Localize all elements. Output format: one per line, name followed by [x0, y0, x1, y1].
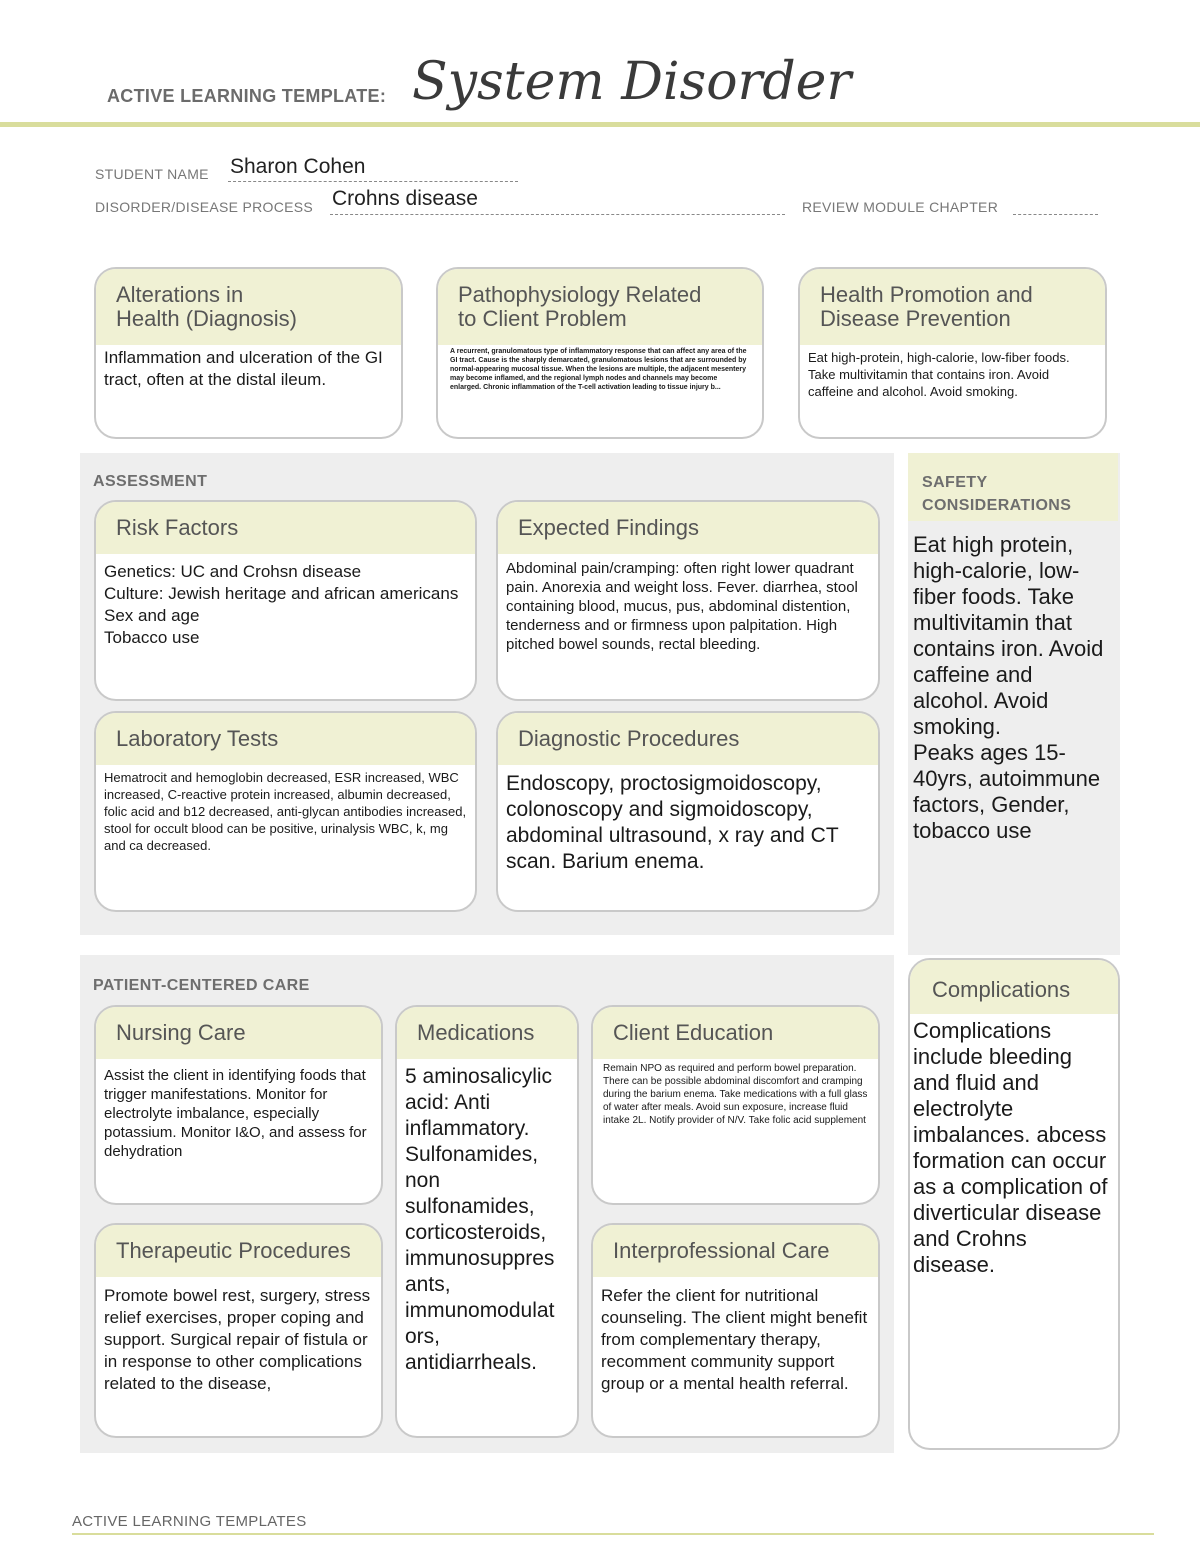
- nursing-care-body[interactable]: Assist the client in identifying foods that trigger manifestations. Monitor for electrolyte imbalance, especially potassium. Monitor I&O, and assess for dehydration: [104, 1067, 367, 1160]
- medications-body[interactable]: 5 aminosalicylic acid: Anti inflammatory. Sulfonamides, non sulfonamides, corticosteroids, immunosuppres ants, immunomodulat ors, antidiarrheals.: [405, 1065, 555, 1374]
- expected-findings-box: [496, 500, 880, 701]
- laboratory-tests-title: Laboratory Tests: [96, 713, 475, 765]
- risk-factors-body[interactable]: Genetics: UC and Crohsn disease Culture: Jewish heritage and african americans Sex and age Tobacco use: [104, 562, 459, 647]
- alterations-body[interactable]: Inflammation and ulceration of the GI tract, often at the distal ileum.: [104, 348, 383, 389]
- review-module-field[interactable]: [1013, 196, 1098, 215]
- footer-rule: [72, 1533, 1154, 1535]
- disorder-label: DISORDER/DISEASE PROCESS: [95, 199, 314, 215]
- template-label: ACTIVE LEARNING TEMPLATE:: [107, 86, 387, 106]
- medications-title: Medications: [397, 1007, 577, 1059]
- complications-box: [908, 958, 1120, 1450]
- laboratory-tests-box: [94, 711, 477, 912]
- diagnostic-procedures-box: [496, 711, 880, 912]
- pathophysiology-box: [436, 267, 764, 439]
- client-education-body[interactable]: Remain NPO as required and perform bowel preparation. There can be possible abdominal discomfort and cramping during the barium enema. Take medications with a full glass of water after meals. Avoid sun exposure, increase fluid intake 2L. Notify provider of N/V. Take folic acid supplement: [603, 1063, 868, 1126]
- safety-heading: SAFETY CONSIDERATIONS: [908, 453, 1118, 521]
- complications-body[interactable]: Complications include bleeding and fluid and electrolyte imbalances. abcess formation can occur as a complication of diverticular disease and Crohns disease.: [913, 1018, 1108, 1277]
- header-rule: [0, 122, 1200, 127]
- pathophysiology-body[interactable]: A recurrent, granulomatous type of inflammatory response that can affect any area of the GI tract. Cause is the sharply demarcated, granulomatous lesions that are surrounded by normal-appearing mucosal tissue. When the lesions are multiple, the adjacent mesentery may become inflamed, and the regional lymph nodes and channels may become enlarged. Chronic inflammation of the T-cell activation leading to tissue injury b...: [450, 348, 747, 391]
- interprofessional-care-title: Interprofessional Care: [593, 1225, 878, 1277]
- alterations-box: [94, 267, 403, 439]
- alterations-title: Alterations in Health (Diagnosis): [96, 269, 401, 345]
- health-promotion-body[interactable]: Eat high-protein, high-calorie, low-fiber foods. Take multivitamin that contains iron. Avoid caffeine and alcohol. Avoid smoking.: [808, 350, 1070, 399]
- laboratory-tests-body[interactable]: Hematrocit and hemoglobin decreased, ESR increased, WBC increased, C-reactive protein increased, albumin decreased, folic acid and b12 decreased, anti-glycan antibodies increased, stool for occult blood can be positive, urinalysis WBC, k, mg and ca decreased.: [104, 770, 467, 853]
- risk-factors-title: Risk Factors: [96, 502, 475, 554]
- diagnostic-procedures-title: Diagnostic Procedures: [498, 713, 878, 765]
- safety-body[interactable]: Eat high protein, high-calorie, low-fiber foods. Take multivitamin that contains iron. Avoid caffeine and alcohol. Avoid smoking. Peaks ages 15-40yrs, autoimmune factors, Gender, tobacco use: [913, 532, 1104, 843]
- review-module-label: REVIEW MODULE CHAPTER: [802, 199, 999, 215]
- therapeutic-procedures-box: [94, 1223, 383, 1438]
- interprofessional-care-body[interactable]: Refer the client for nutritional counseling. The client might benefit from complementary therapy, recomment community support group or a mental health referral.: [601, 1286, 868, 1393]
- page-title: System Disorder: [412, 52, 852, 112]
- health-promotion-title: Health Promotion and Disease Prevention: [800, 269, 1105, 345]
- patient-care-heading: PATIENT-CENTERED CARE: [93, 977, 310, 994]
- client-education-title: Client Education: [593, 1007, 878, 1059]
- complications-title: Complications: [910, 960, 1118, 1014]
- therapeutic-procedures-title: Therapeutic Procedures: [96, 1225, 381, 1277]
- student-name-field[interactable]: [228, 155, 518, 182]
- student-name-label: STUDENT NAME: [95, 166, 209, 182]
- risk-factors-box: [94, 500, 477, 701]
- expected-findings-title: Expected Findings: [498, 502, 878, 554]
- nursing-care-title: Nursing Care: [96, 1007, 381, 1059]
- interprofessional-care-box: [591, 1223, 880, 1438]
- diagnostic-procedures-body[interactable]: Endoscopy, proctosigmoidoscopy, colonoscopy and sigmoidoscopy, abdominal ultrasound, x ray and CT scan. Barium enema.: [506, 772, 839, 873]
- disorder-value: Crohns disease: [332, 187, 478, 210]
- assessment-heading: ASSESSMENT: [93, 473, 208, 490]
- expected-findings-body[interactable]: Abdominal pain/cramping: often right lower quadrant pain. Anorexia and weight loss. Fever. diarrhea, stool containing blood, mucus, pus, abdominal distention, tenderness and or firmness upon palpitation. High pitched bowel sounds, rectal bleeding.: [506, 560, 858, 653]
- therapeutic-procedures-body[interactable]: Promote bowel rest, surgery, stress relief exercises, proper coping and support. Surgical repair of fistula or in response to other complications related to the disease,: [104, 1286, 371, 1393]
- footer-text: ACTIVE LEARNING TEMPLATES: [72, 1513, 307, 1530]
- nursing-care-box: [94, 1005, 383, 1205]
- pathophysiology-title: Pathophysiology Related to Client Problem: [438, 269, 762, 345]
- medications-box: [395, 1005, 579, 1438]
- health-promotion-box: [798, 267, 1107, 439]
- disorder-field[interactable]: [330, 186, 785, 215]
- student-name-value: Sharon Cohen: [230, 155, 366, 178]
- client-education-box: [591, 1005, 880, 1205]
